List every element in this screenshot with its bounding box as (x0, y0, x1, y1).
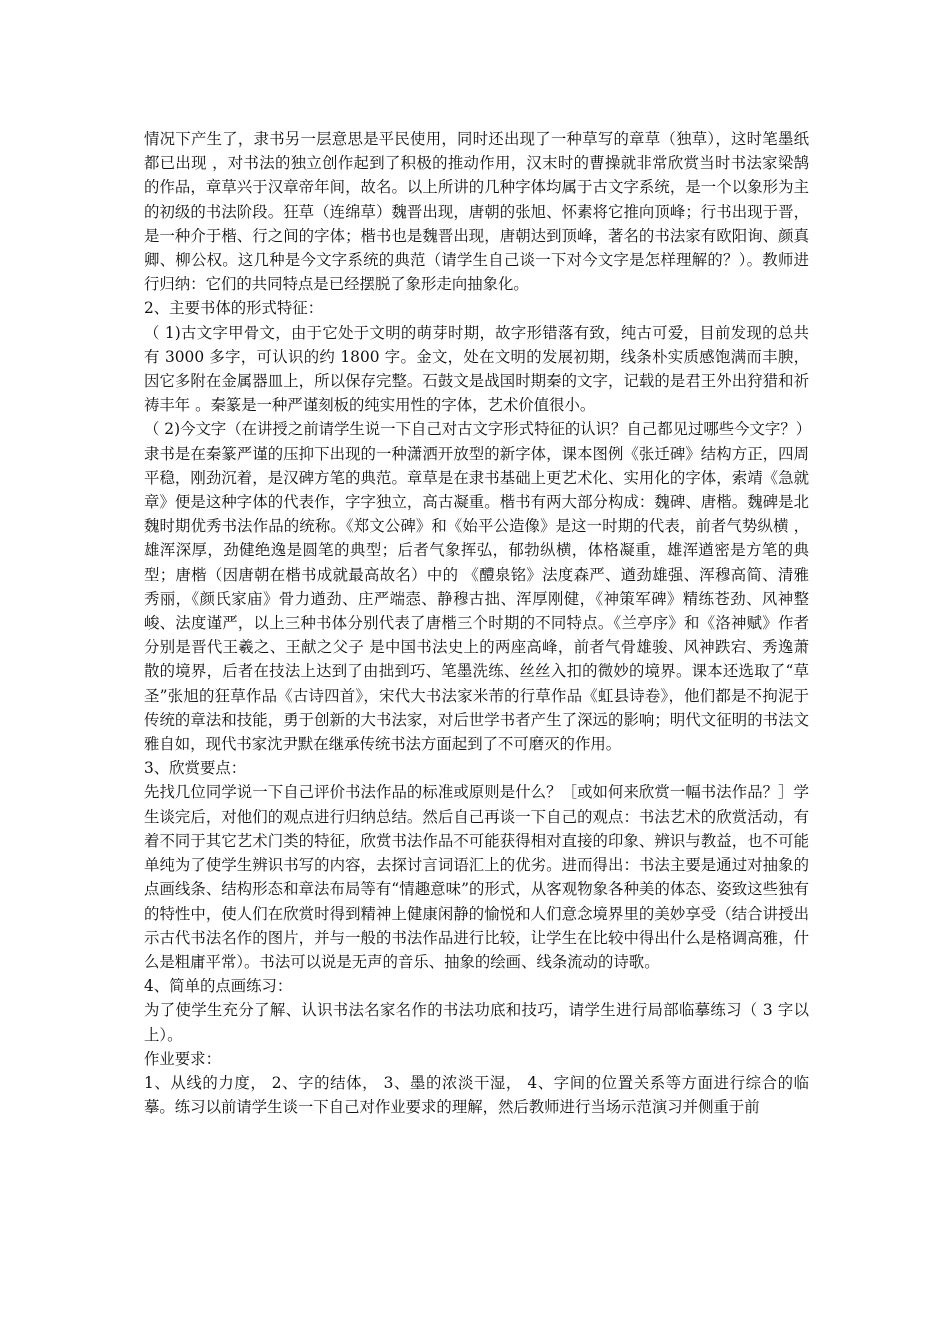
paragraph-script-styles: 隶书是在秦篆严谨的压抑下出现的一种潇洒开放型的新字体，课本图例《张迁碑》结构方正，四周平稳，刚劲沉着，是汉碑方笔的典范。章草是在隶书基础上更艺术化、实用化的字体，索靖《急就章》便是这种字体的代表作，字字独立，高古凝重。楷书有两大部分构成：魏碑、唐楷。魏碑是北魏时期优秀书法作品的统称。《郑文公碑》和《始平公造像》是这一时期的代表，前者气势纵横 ， 雄浑深厚，劲健绝逸是圆笔的典型；后者气象挥弘，郁勃纵横，体格凝重，雄浑遒密是方笔的典型；唐楷（因唐朝在楷书成就最高故名）中的 《醴泉铭》法度森严、遒劲雄强、浑穆高简、清雅秀丽，《颜氏家庙》骨力遒劲、庄严端悫、静穆古拙、浑厚刚健，《神策军碑》精练苍劲、风神整峻、法度谨严，以上三种书体分别代表了唐楷三个时期的不同特点。《兰亭序》和《洛神赋》作者分别是晋代王羲之、王献之父子 是中国书法史上的两座高峰，前者气骨雄骏、风神跌宕、秀逸萧散的境界，后者在技法上达到了由拙到巧、笔墨洗练、丝丝入扣的微妙的境界。课本还选取了“草圣”张旭的狂草作品《古诗四首》，宋代大书法家米芾的行草作品《虹县诗卷》，他们都是不拘泥于传统的章法和技能，勇于创新的大书法家，对后世学书者产生了深远的影响；明代文征明的书法文雅自如，现代书家沈尹默在继承传统书法方面起到了不可磨灭的作用。 (144, 444, 809, 754)
paragraph-appreciation: 先找几位同学说一下自己评价书法作品的标准或原则是什么？［或如何来欣赏一幅书法作品？］学生谈完后，对他们的观点进行归纳总结。然后自己再谈一下自己的观点：书法艺术的欣赏活动，有着不同于其它艺术门类的特征，欣赏书法作品不可能获得相对直接的印象、辨识与教益，也不可能单纯为了使学生辨识书写的内容，去探讨言词语汇上的优劣。进而得出：书法主要是通过对抽象的点画线条、结构形态和章法布局等有“情趣意味”的形式，从客观物象各种美的体态、姿致这些独有的特性中，使人们在欣赏时得到精神上健康闲静的愉悦和人们意念境界里的美妙享受（结合讲授出示古代书法名作的图片，并与一般的书法作品进行比较，让学生在比较中得出什么是格调高雅，什么是粗庸平常）。书法可以说是无声的音乐、抽象的绘画、线条流动的诗歌。 (144, 783, 809, 971)
section-heading-3: 3、欣赏要点： (144, 759, 247, 778)
paragraph-intro: 情况下产生了，隶书另一层意思是平民使用，同时还出现了一种草写的章草（独草），这时笔墨纸都已出现 ，对书法的独立创作起到了积极的推动作用，汉末时的曹操就非常欣赏当时书法家梁鹄的作品，章草兴于汉章帝年间，故名。以上所讲的几种字体均属于古文字系统，是一个以象形为主的初级的书法阶段。狂草（连绵草）魏晋出现，唐朝的张旭、怀素将它推向顶峰；行书出现于晋，是一种介于楷、行之间的字体；楷书也是魏晋出现，唐朝达到顶峰，著名的书法家有欧阳询、颜真卿、柳公权。这几种是今文字系统的典范（请学生自己谈一下对今文字是怎样理解的？）。教师进行归纳：它们的共同特点是已经摆脱了象形走向抽象化。 (144, 130, 809, 294)
paragraph-ancient-script: （ 1)古文字甲骨文，由于它处于文明的萌芽时期，故字形错落有致，纯古可爱，目前发现的总共有 3000 多字，可认识的约 1800 字。金文，处在文明的发展初期，线条朴实质感饱满而丰腴，因它多附在金属器皿上，所以保存完整。石鼓文是战国时期秦的文字，记载的是君王外出狩猎和祈祷丰年 。秦篆是一种严谨刻板的纯实用性的字体，艺术价值很小。 (144, 323, 809, 415)
homework-heading: 作业要求： (144, 1049, 221, 1068)
section-heading-2: 2、主要书体的形式特征： (144, 299, 324, 318)
paragraph-homework: 1、从线的力度， 2、字的结体， 3、墨的浓淡干湿， 4、字间的位置关系等方面进行综合的临摹。练习以前请学生谈一下自己对作业要求的理解，然后教师进行当场示范演习并侧重于前 (144, 1073, 809, 1117)
paragraph-modern-script-question: （ 2)今文字（在讲授之前请学生说一下自己对古文字形式特征的认识？自己都见过哪些今文字？） (144, 420, 812, 439)
section-heading-4: 4、简单的点画练习： (144, 977, 293, 996)
paragraph-practice: 为了使学生充分了解、认识书法名家名作的书法功底和技巧，请学生进行局部临摹练习（ 3 字以上）。 (144, 1001, 809, 1044)
document-body (144, 127, 812, 1119)
